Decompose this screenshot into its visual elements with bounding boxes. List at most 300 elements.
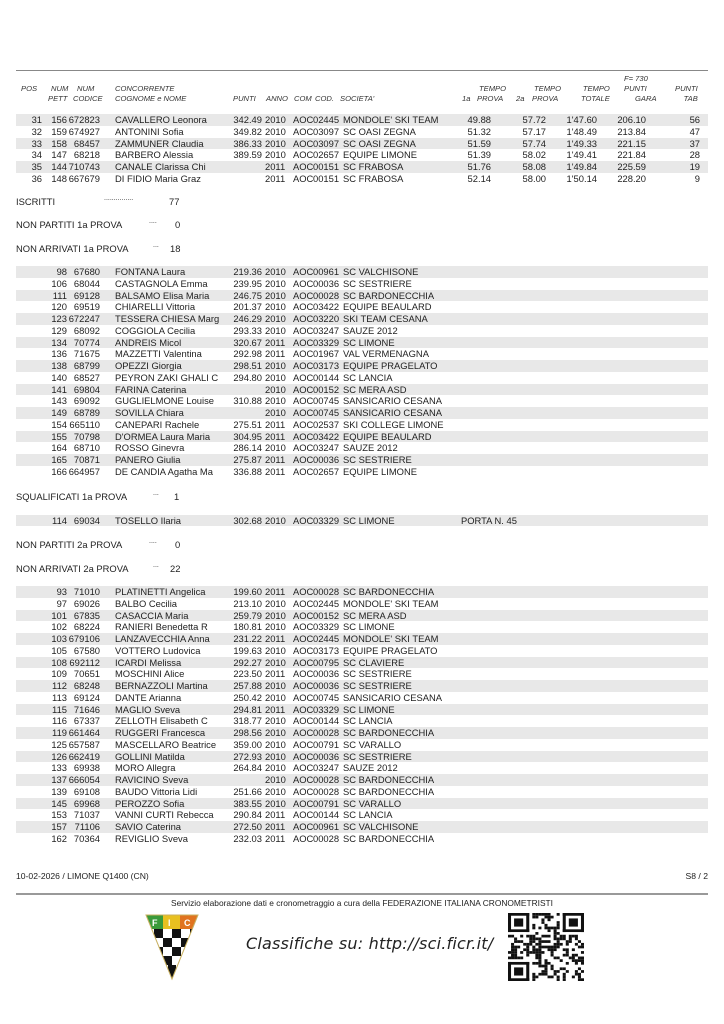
bib-number: 166 bbox=[51, 465, 67, 477]
qr-code-graphic bbox=[508, 913, 584, 981]
iscritti-label: ISCRITTI bbox=[16, 196, 56, 207]
table-row bbox=[16, 301, 708, 313]
birth-year: 2010 bbox=[265, 621, 286, 633]
club-code: 00036 bbox=[313, 454, 340, 465]
club-name: SC BARDONECCHIA bbox=[343, 586, 435, 597]
athlete-name: ZELLOTH Elisabeth C bbox=[115, 715, 208, 727]
club-name: SC MERA ASD bbox=[343, 609, 407, 621]
club-name: EQUIPE LIMONE bbox=[343, 149, 417, 161]
athlete-name: CASTAGNOLA Emma bbox=[115, 277, 208, 289]
birth-year: 2010 bbox=[265, 762, 286, 774]
birth-year: 2011 bbox=[265, 821, 286, 832]
bib-number: 136 bbox=[51, 348, 67, 360]
bib-number: 123 bbox=[51, 313, 67, 324]
athlete-code: 67835 bbox=[73, 609, 100, 621]
col-tempo-totale: TEMPO TOTALE bbox=[581, 84, 610, 103]
birth-year: 2010 bbox=[265, 324, 286, 336]
athlete-code: 692112 bbox=[69, 656, 100, 668]
col-societa: SOCIETA' bbox=[340, 94, 375, 103]
athlete-name: TOSELLO Ilaria bbox=[115, 514, 182, 526]
bib-number: 115 bbox=[52, 703, 67, 715]
birth-year: 2010 bbox=[265, 715, 286, 727]
fis-points: 201.37 bbox=[233, 301, 262, 313]
run1-time: 51.59 bbox=[467, 137, 491, 149]
total-time: 1'47.60 bbox=[566, 114, 597, 125]
committee: AOC bbox=[293, 313, 314, 324]
fis-points: 232.03 bbox=[233, 832, 262, 844]
table-row bbox=[16, 138, 708, 150]
athlete-name: VANNI CURTI Rebecca bbox=[115, 809, 214, 821]
committee: AOC bbox=[293, 301, 314, 313]
committee: AOC bbox=[293, 809, 314, 821]
table-row bbox=[16, 442, 708, 454]
club-name: SC OASI ZEGNA bbox=[343, 125, 416, 137]
fis-points: 251.66 bbox=[233, 785, 262, 797]
club-code: 03329 bbox=[313, 514, 340, 526]
race-points: 213.84 bbox=[617, 125, 646, 137]
athlete-code: 664957 bbox=[68, 465, 100, 477]
club-name: SC FRABOSA bbox=[343, 161, 404, 172]
fis-points: 259.79 bbox=[233, 609, 262, 621]
athlete-code: 70364 bbox=[73, 832, 100, 844]
table-row bbox=[16, 337, 708, 349]
birth-year: 2010 bbox=[265, 774, 286, 785]
bib-number: 133 bbox=[51, 762, 67, 774]
athlete-code: 67337 bbox=[73, 715, 100, 727]
club-name: SC LIMONE bbox=[343, 336, 395, 348]
committee: AOC bbox=[293, 407, 314, 418]
club-name: SC BARDONECCHIA bbox=[343, 832, 435, 844]
table-row bbox=[16, 727, 708, 739]
birth-year: 2011 bbox=[265, 430, 286, 442]
birth-year: 2010 bbox=[265, 371, 286, 383]
table-row bbox=[16, 348, 708, 360]
athlete-code: 70774 bbox=[73, 336, 100, 348]
birth-year: 2010 bbox=[265, 395, 286, 407]
fis-points: 199.63 bbox=[233, 644, 262, 656]
club-name: SC FRABOSA bbox=[343, 172, 404, 184]
svg-text:I: I bbox=[168, 918, 171, 928]
non-partiti-1-count: 0 bbox=[175, 219, 181, 230]
club-name: EQUIPE BEAULARD bbox=[343, 301, 432, 313]
table-row bbox=[16, 372, 708, 384]
committee: AOC bbox=[293, 371, 314, 383]
club-name: SANSICARIO CESANA bbox=[343, 407, 442, 418]
athlete-name: BALBO Cecilia bbox=[115, 597, 178, 609]
athlete-name: ROSSO Ginevra bbox=[115, 442, 185, 454]
club-name: SC SESTRIERE bbox=[343, 454, 412, 465]
athlete-code: 69968 bbox=[73, 797, 100, 809]
committee: AOC bbox=[293, 762, 314, 774]
col-punti-tab: PUNTI TAB bbox=[675, 84, 698, 103]
table-row bbox=[16, 821, 708, 833]
club-name: SC LANCIA bbox=[343, 371, 393, 383]
col-pos: POS bbox=[21, 84, 38, 93]
committee: AOC bbox=[293, 656, 314, 668]
birth-year: 2010 bbox=[265, 383, 286, 395]
table-row bbox=[16, 325, 708, 337]
bib-number: 162 bbox=[51, 832, 67, 844]
non-arrivati-2-label: NON ARRIVATI 2a PROVA bbox=[16, 563, 129, 574]
athlete-code: 70651 bbox=[73, 668, 100, 680]
athlete-code: 69938 bbox=[73, 762, 100, 774]
fis-points: 298.51 bbox=[233, 360, 262, 371]
athlete-name: GOLLINI Matilda bbox=[115, 750, 185, 762]
committee: AOC bbox=[293, 161, 314, 172]
birth-year: 2011 bbox=[265, 336, 286, 348]
athlete-name: ZAMMUNER Claudia bbox=[115, 137, 204, 149]
birth-year: 2011 bbox=[265, 832, 286, 844]
athlete-code: 679106 bbox=[68, 633, 100, 644]
fis-points: 342.49 bbox=[233, 114, 262, 125]
fis-points: 389.59 bbox=[233, 149, 262, 161]
athlete-code: 69026 bbox=[73, 597, 100, 609]
club-code: 02445 bbox=[313, 633, 340, 644]
table-row bbox=[16, 786, 708, 798]
club-code: 02537 bbox=[313, 418, 340, 430]
squalificati-1-label: SQUALIFICATI 1a PROVA bbox=[16, 491, 128, 502]
athlete-code: 71646 bbox=[73, 703, 100, 715]
header-rule bbox=[16, 70, 708, 71]
athlete-name: RAVICINO Sveva bbox=[115, 774, 189, 785]
fis-points: 386.33 bbox=[233, 137, 262, 149]
committee: AOC bbox=[293, 832, 314, 844]
committee: AOC bbox=[293, 442, 314, 454]
club-code: 03422 bbox=[313, 301, 340, 313]
athlete-name: CANALE Clarissa Chi bbox=[115, 161, 206, 172]
athlete-name: LANZAVECCHIA Anna bbox=[115, 633, 210, 644]
table-row bbox=[16, 114, 708, 126]
table-row bbox=[16, 610, 708, 622]
club-code: 01967 bbox=[313, 348, 340, 360]
athlete-name: PEYRON ZAKI GHALI C bbox=[115, 371, 219, 383]
fis-points: 231.22 bbox=[233, 633, 262, 644]
non-partiti-2-dots: .... bbox=[149, 538, 157, 545]
iscritti-count: 77 bbox=[169, 196, 180, 207]
fis-points: 272.50 bbox=[233, 821, 262, 832]
club-code: 00151 bbox=[313, 172, 340, 184]
ficr-logo bbox=[144, 913, 200, 981]
bib-number: 157 bbox=[51, 821, 67, 832]
birth-year: 2010 bbox=[265, 114, 286, 125]
committee: AOC bbox=[293, 137, 314, 149]
club-code: 02445 bbox=[313, 597, 340, 609]
result-pos: 34 bbox=[31, 149, 42, 161]
bib-number: 140 bbox=[51, 371, 67, 383]
col-prova1-prefix: 1a bbox=[462, 94, 471, 103]
table-row bbox=[16, 833, 708, 845]
committee: AOC bbox=[293, 418, 314, 430]
birth-year: 2010 bbox=[265, 680, 286, 691]
bib-number: 141 bbox=[51, 383, 67, 395]
athlete-name: OPEZZI Giorgia bbox=[115, 360, 182, 371]
birth-year: 2010 bbox=[265, 656, 286, 668]
fis-points: 275.51 bbox=[233, 418, 262, 430]
committee: AOC bbox=[293, 668, 314, 680]
club-code: 03173 bbox=[313, 360, 340, 371]
table-row bbox=[16, 715, 708, 727]
bib-number: 129 bbox=[51, 324, 67, 336]
col-concorrente: CONCORRENTE COGNOME e NOME bbox=[115, 84, 187, 103]
club-name: SC SESTRIERE bbox=[343, 668, 412, 680]
footer-date-place: 10-02-2026 / LIMONE Q1400 (CN) bbox=[16, 871, 149, 881]
athlete-code: 69092 bbox=[73, 395, 100, 407]
athlete-code: 661464 bbox=[68, 727, 100, 738]
athlete-name: ANTONINI Sofia bbox=[115, 125, 184, 137]
birth-year: 2010 bbox=[265, 289, 286, 301]
athlete-code: 69124 bbox=[73, 691, 100, 703]
club-name: SC LIMONE bbox=[343, 514, 395, 526]
fis-points: 349.82 bbox=[233, 125, 262, 137]
bib-number: 103 bbox=[51, 633, 67, 644]
total-time: 1'49.33 bbox=[566, 137, 597, 149]
table-row bbox=[16, 290, 708, 302]
run2-time: 57.74 bbox=[522, 137, 546, 149]
club-code: 03422 bbox=[313, 430, 340, 442]
fis-points: 239.95 bbox=[233, 277, 262, 289]
athlete-name: DE CANDIA Agatha Ma bbox=[115, 465, 213, 477]
committee: AOC bbox=[293, 289, 314, 301]
table-row bbox=[16, 431, 708, 443]
athlete-name: SAVIO Caterina bbox=[115, 821, 181, 832]
athlete-code: 68799 bbox=[73, 360, 100, 371]
footer-page-number: S8 / 2 bbox=[685, 871, 708, 881]
table-points: 9 bbox=[694, 172, 700, 184]
bib-number: 138 bbox=[51, 360, 67, 371]
club-code: 00152 bbox=[313, 383, 340, 395]
club-code: 03173 bbox=[313, 644, 340, 656]
birth-year: 2011 bbox=[265, 418, 286, 430]
club-name: SC BARDONECCHIA bbox=[343, 785, 435, 797]
bib-number: 165 bbox=[51, 454, 67, 465]
col-prova2-prefix: 2a bbox=[516, 94, 525, 103]
bib-number: 147 bbox=[51, 149, 67, 161]
club-code: 03329 bbox=[313, 621, 340, 633]
committee: AOC bbox=[293, 430, 314, 442]
fis-points: 199.60 bbox=[233, 586, 262, 597]
athlete-code: 71037 bbox=[73, 809, 100, 821]
committee: AOC bbox=[293, 609, 314, 621]
athlete-code: 70871 bbox=[73, 454, 100, 465]
club-code: 00028 bbox=[313, 586, 340, 597]
committee: AOC bbox=[293, 277, 314, 289]
birth-year: 2010 bbox=[265, 597, 286, 609]
committee: AOC bbox=[293, 383, 314, 395]
club-name: SANSICARIO CESANA bbox=[343, 395, 442, 407]
athlete-code: 67580 bbox=[73, 644, 100, 656]
table-row bbox=[16, 657, 708, 669]
club-name: SC CLAVIERE bbox=[343, 656, 405, 668]
run2-time: 57.17 bbox=[522, 125, 546, 137]
table-row bbox=[16, 466, 708, 478]
bib-number: 105 bbox=[51, 644, 67, 656]
club-name: SC BARDONECCHIA bbox=[343, 727, 435, 738]
table-row bbox=[16, 515, 708, 527]
bib-number: 139 bbox=[51, 785, 67, 797]
birth-year: 2010 bbox=[265, 644, 286, 656]
club-code: 00036 bbox=[313, 750, 340, 762]
athlete-name: BAUDO Vittoria Lidi bbox=[115, 785, 198, 797]
club-name: MONDOLE' SKI TEAM bbox=[343, 114, 439, 125]
table-row bbox=[16, 762, 708, 774]
athlete-code: 666054 bbox=[68, 774, 100, 785]
bib-number: 111 bbox=[52, 289, 67, 301]
bib-number: 109 bbox=[51, 668, 67, 680]
club-code: 00795 bbox=[313, 656, 340, 668]
club-code: 03247 bbox=[313, 762, 340, 774]
athlete-name: COGGIOLA Cecilia bbox=[115, 324, 196, 336]
race-points: 206.10 bbox=[617, 114, 646, 125]
race-points: 221.15 bbox=[617, 137, 646, 149]
athlete-name: PANERO Giulia bbox=[115, 454, 181, 465]
birth-year: 2010 bbox=[265, 727, 286, 738]
bib-number: 120 bbox=[51, 301, 67, 313]
fis-points: 302.68 bbox=[233, 514, 262, 526]
club-code: 00036 bbox=[313, 668, 340, 680]
club-name: SKI TEAM CESANA bbox=[343, 313, 428, 324]
club-code: 00028 bbox=[313, 774, 340, 785]
athlete-code: 667679 bbox=[68, 172, 100, 184]
athlete-name: TESSERA CHIESA Marg bbox=[115, 313, 220, 324]
table-row bbox=[16, 126, 708, 138]
iscritti-dots: ............... bbox=[104, 195, 134, 202]
birth-year: 2011 bbox=[265, 348, 286, 360]
athlete-code: 69128 bbox=[73, 289, 100, 301]
run2-time: 57.72 bbox=[522, 114, 546, 125]
table-row bbox=[16, 313, 708, 325]
club-code: 03097 bbox=[313, 137, 340, 149]
table-row bbox=[16, 149, 708, 161]
athlete-name: FONTANA Laura bbox=[115, 266, 186, 277]
bib-number: 164 bbox=[51, 442, 67, 454]
athlete-code: 68218 bbox=[73, 149, 100, 161]
committee: AOC bbox=[293, 644, 314, 656]
table-row bbox=[16, 598, 708, 610]
non-arrivati-2-summary bbox=[16, 562, 181, 574]
fis-points: 213.10 bbox=[233, 597, 262, 609]
athlete-name: SOVILLA Chiara bbox=[115, 407, 184, 418]
athlete-code: 674927 bbox=[68, 125, 100, 137]
athlete-code: 68789 bbox=[73, 407, 100, 418]
athlete-name: DANTE Arianna bbox=[115, 691, 182, 703]
birth-year: 2011 bbox=[265, 172, 286, 184]
bib-number: 101 bbox=[51, 609, 67, 621]
birth-year: 2010 bbox=[265, 137, 286, 149]
athlete-name: MASCELLARO Beatrice bbox=[115, 738, 217, 750]
committee: AOC bbox=[293, 125, 314, 137]
committee: AOC bbox=[293, 172, 314, 184]
club-name: SC OASI ZEGNA bbox=[343, 137, 416, 149]
result-pos: 36 bbox=[31, 172, 42, 184]
col-punti: PUNTI bbox=[233, 94, 256, 103]
bib-number: 116 bbox=[52, 715, 67, 727]
athlete-name: RANIERI Benedetta R bbox=[115, 621, 208, 633]
club-name: SC VALCHISONE bbox=[343, 266, 419, 277]
col-num-pett: NUM PETT bbox=[48, 84, 69, 103]
club-name: SC LIMONE bbox=[343, 703, 395, 715]
athlete-code: 665110 bbox=[69, 418, 100, 430]
fis-points: 336.88 bbox=[233, 465, 262, 477]
birth-year: 2010 bbox=[265, 785, 286, 797]
fis-points: 219.36 bbox=[233, 266, 262, 277]
athlete-name: D'ORMEA Laura Maria bbox=[115, 430, 211, 442]
committee: AOC bbox=[293, 586, 314, 597]
athlete-name: MAZZETTI Valentina bbox=[115, 348, 202, 360]
result-pos: 35 bbox=[31, 161, 42, 172]
table-row bbox=[16, 173, 708, 185]
bib-number: 159 bbox=[51, 125, 67, 137]
club-name: SAUZE 2012 bbox=[343, 442, 398, 454]
club-name: EQUIPE BEAULARD bbox=[343, 430, 432, 442]
club-code: 02445 bbox=[313, 114, 340, 125]
athlete-code: 672823 bbox=[68, 114, 100, 125]
birth-year: 2010 bbox=[265, 125, 286, 137]
athlete-code: 68457 bbox=[73, 137, 100, 149]
squalificati-1-summary bbox=[16, 490, 180, 502]
club-code: 00028 bbox=[313, 289, 340, 301]
club-name: SC MERA ASD bbox=[343, 383, 407, 395]
bib-number: 156 bbox=[51, 114, 67, 125]
athlete-code: 67680 bbox=[73, 266, 100, 277]
birth-year: 2010 bbox=[265, 277, 286, 289]
committee: AOC bbox=[293, 785, 314, 797]
col-anno: ANNO bbox=[266, 94, 288, 103]
col-tempo-prova1: TEMPO PROVA bbox=[477, 84, 507, 103]
athlete-code: 662419 bbox=[68, 750, 100, 762]
qr-code[interactable] bbox=[508, 913, 584, 981]
bib-number: 134 bbox=[51, 336, 67, 348]
fis-points: 383.55 bbox=[233, 797, 262, 809]
committee: AOC bbox=[293, 727, 314, 738]
committee: AOC bbox=[293, 750, 314, 762]
bib-number: 137 bbox=[51, 774, 67, 785]
athlete-code: 68092 bbox=[73, 324, 100, 336]
athlete-code: 69108 bbox=[73, 785, 100, 797]
athlete-code: 71010 bbox=[73, 586, 100, 597]
club-code: 00151 bbox=[313, 161, 340, 172]
club-name: SC VARALLO bbox=[343, 797, 402, 809]
athlete-name: MAGLIO Sveva bbox=[115, 703, 181, 715]
table-row bbox=[16, 633, 708, 645]
club-name: SAUZE 2012 bbox=[343, 324, 398, 336]
bib-number: 93 bbox=[56, 586, 67, 597]
club-code: 00028 bbox=[313, 727, 340, 738]
svg-text:C: C bbox=[184, 918, 191, 928]
athlete-name: PLATINETTI Angelica bbox=[115, 586, 206, 597]
committee: AOC bbox=[293, 465, 314, 477]
run2-time: 58.08 bbox=[522, 161, 546, 172]
table-points: 19 bbox=[689, 161, 700, 172]
fis-points: 304.95 bbox=[233, 430, 262, 442]
club-code: 00961 bbox=[313, 821, 340, 832]
non-partiti-1-dots: .... bbox=[149, 218, 157, 225]
club-code: 02657 bbox=[313, 149, 340, 161]
bib-number: 98 bbox=[56, 266, 67, 277]
classifiche-link[interactable]: Classifiche su: http://sci.ficr.it/ bbox=[246, 934, 494, 953]
fis-points: 298.56 bbox=[233, 727, 262, 738]
birth-year: 2010 bbox=[265, 442, 286, 454]
committee: AOC bbox=[293, 774, 314, 785]
birth-year: 2010 bbox=[265, 313, 286, 324]
dsq-gate-note: PORTA N. 45 bbox=[461, 514, 517, 526]
athlete-code: 71675 bbox=[73, 348, 100, 360]
fis-points: 246.29 bbox=[233, 313, 262, 324]
club-code: 00791 bbox=[313, 797, 340, 809]
race-points: 221.84 bbox=[617, 149, 646, 161]
club-code: 00961 bbox=[313, 266, 340, 277]
non-arrivati-2-count: 22 bbox=[170, 563, 181, 574]
club-name: VAL VERMENAGNA bbox=[343, 348, 429, 360]
